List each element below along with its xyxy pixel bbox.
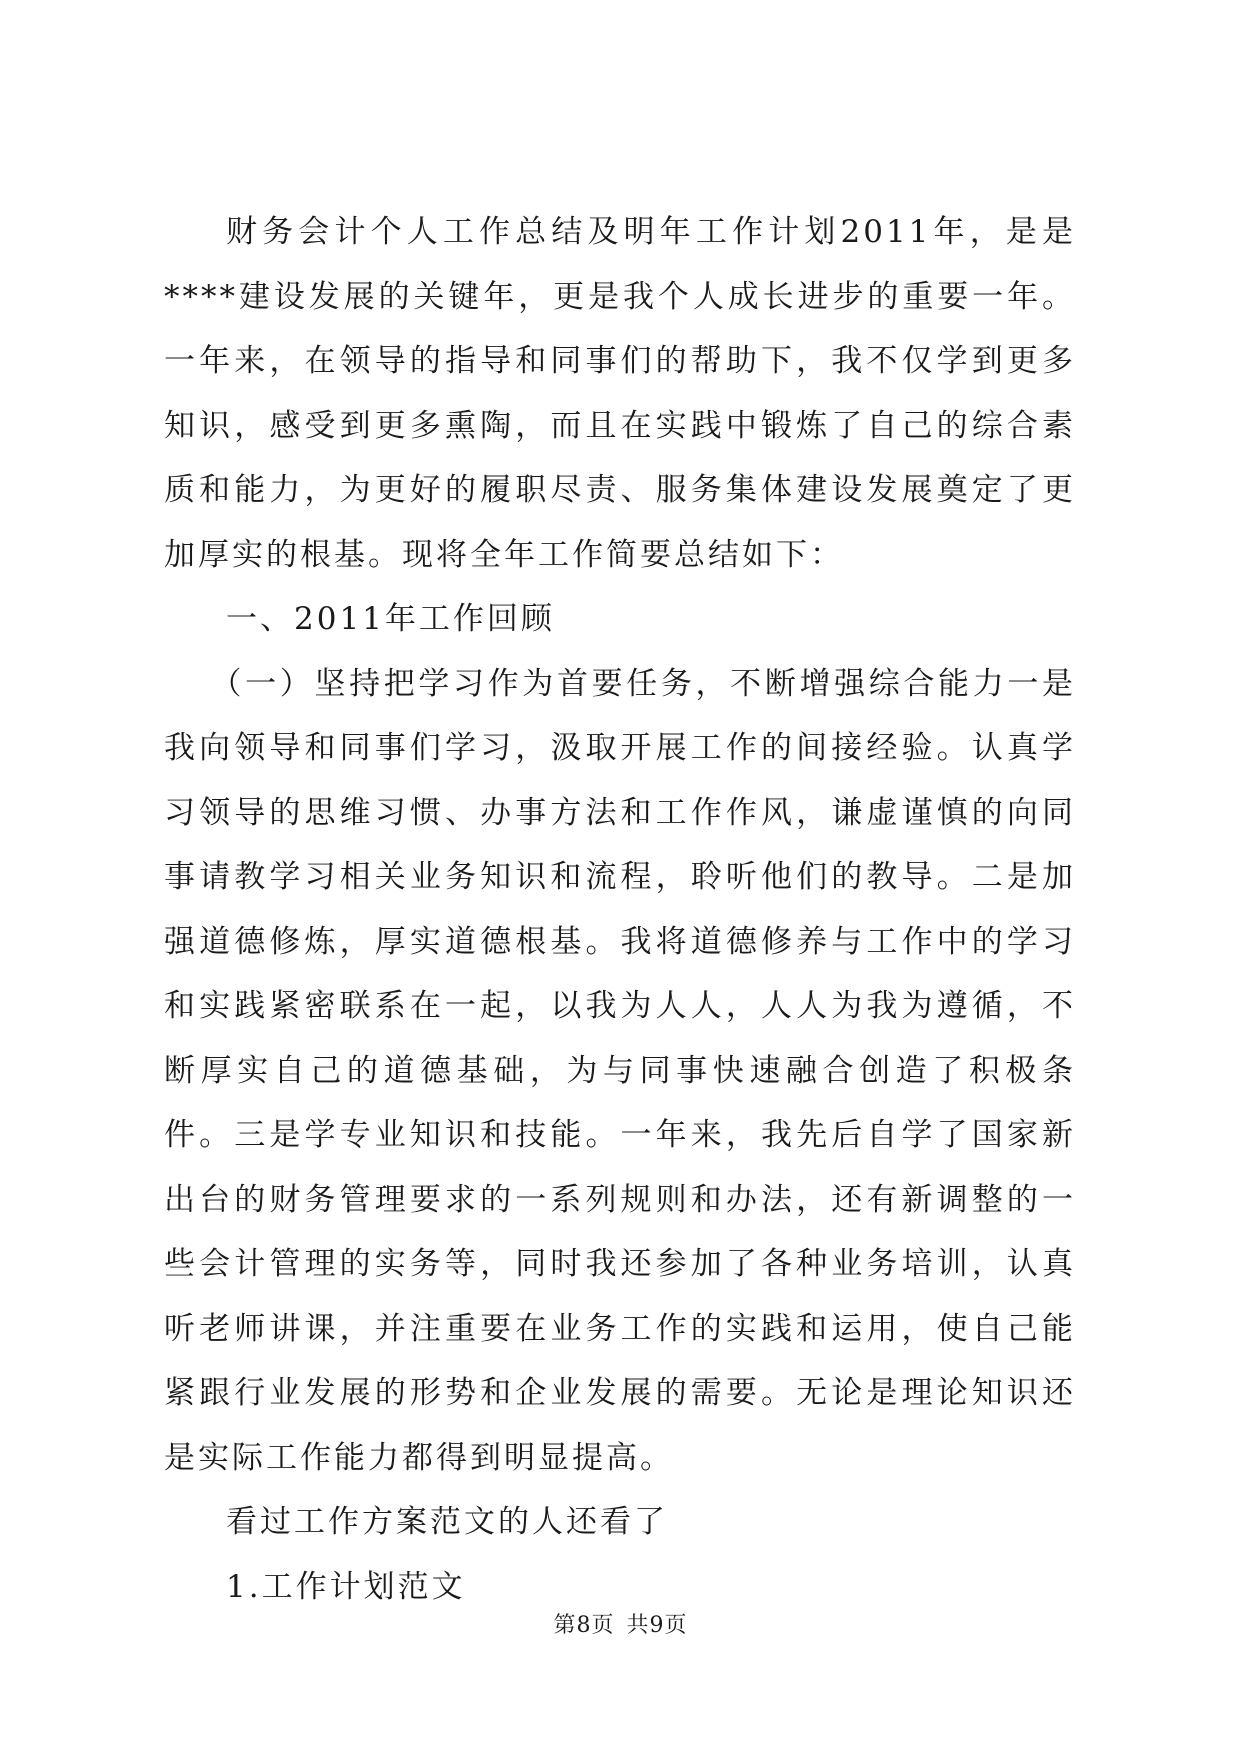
page-footer <box>0 1608 1241 1639</box>
related-link-item[interactable]: 1.工作计划范文 <box>226 1568 466 1605</box>
page-total: 共9页 <box>626 1613 688 1638</box>
subsection-paragraph: （一）坚持把学习作为首要任务，不断增强综合能力一是我向领导和同事们学习，汲取开展工作的间接经验。认真学习领导的思维习惯、办事方法和工作作风，谦虚谨慎的向同事请教学习相关业务知识和流程，聆听他们的教导。二是加强道德修炼，厚实道德根基。我将道德修养与工作中的学习和实践紧密联系在一起，以我为人人，人人为我为遵循，不断厚实自己的道德基础，为与同事快速融合创造了积极条件。三是学专业知识和技能。一年来，我先后自学了国家新出台的财务管理要求的一系列规则和办法，还有新调整的一些会计管理的实务等，同时我还参加了各种业务培训，认真听老师讲课，并注重要在业务工作的实践和运用，使自己能紧跟行业发展的形势和企业发展的需要。无论是理论知识还是实际工作能力都得到明显提高。 <box>164 665 1076 1476</box>
intro-paragraph: 财务会计个人工作总结及明年工作计划2011年，是是****建设发展的关键年，更是我个人成长进步的重要一年。一年来，在领导的指导和同事们的帮助下，我不仅学到更多知识，感受到更多熏陶，而且在实践中锻炼了自己的综合素质和能力，为更好的履职尽责、服务集体建设发展奠定了更加厚实的根基。现将全年工作简要总结如下： <box>164 214 1076 573</box>
section-heading: 一、2011年工作回顾 <box>226 601 555 637</box>
related-heading: 看过工作方案范文的人还看了 <box>226 1504 668 1540</box>
document-body <box>164 200 1076 1619</box>
page-number: 第8页 <box>553 1613 615 1638</box>
